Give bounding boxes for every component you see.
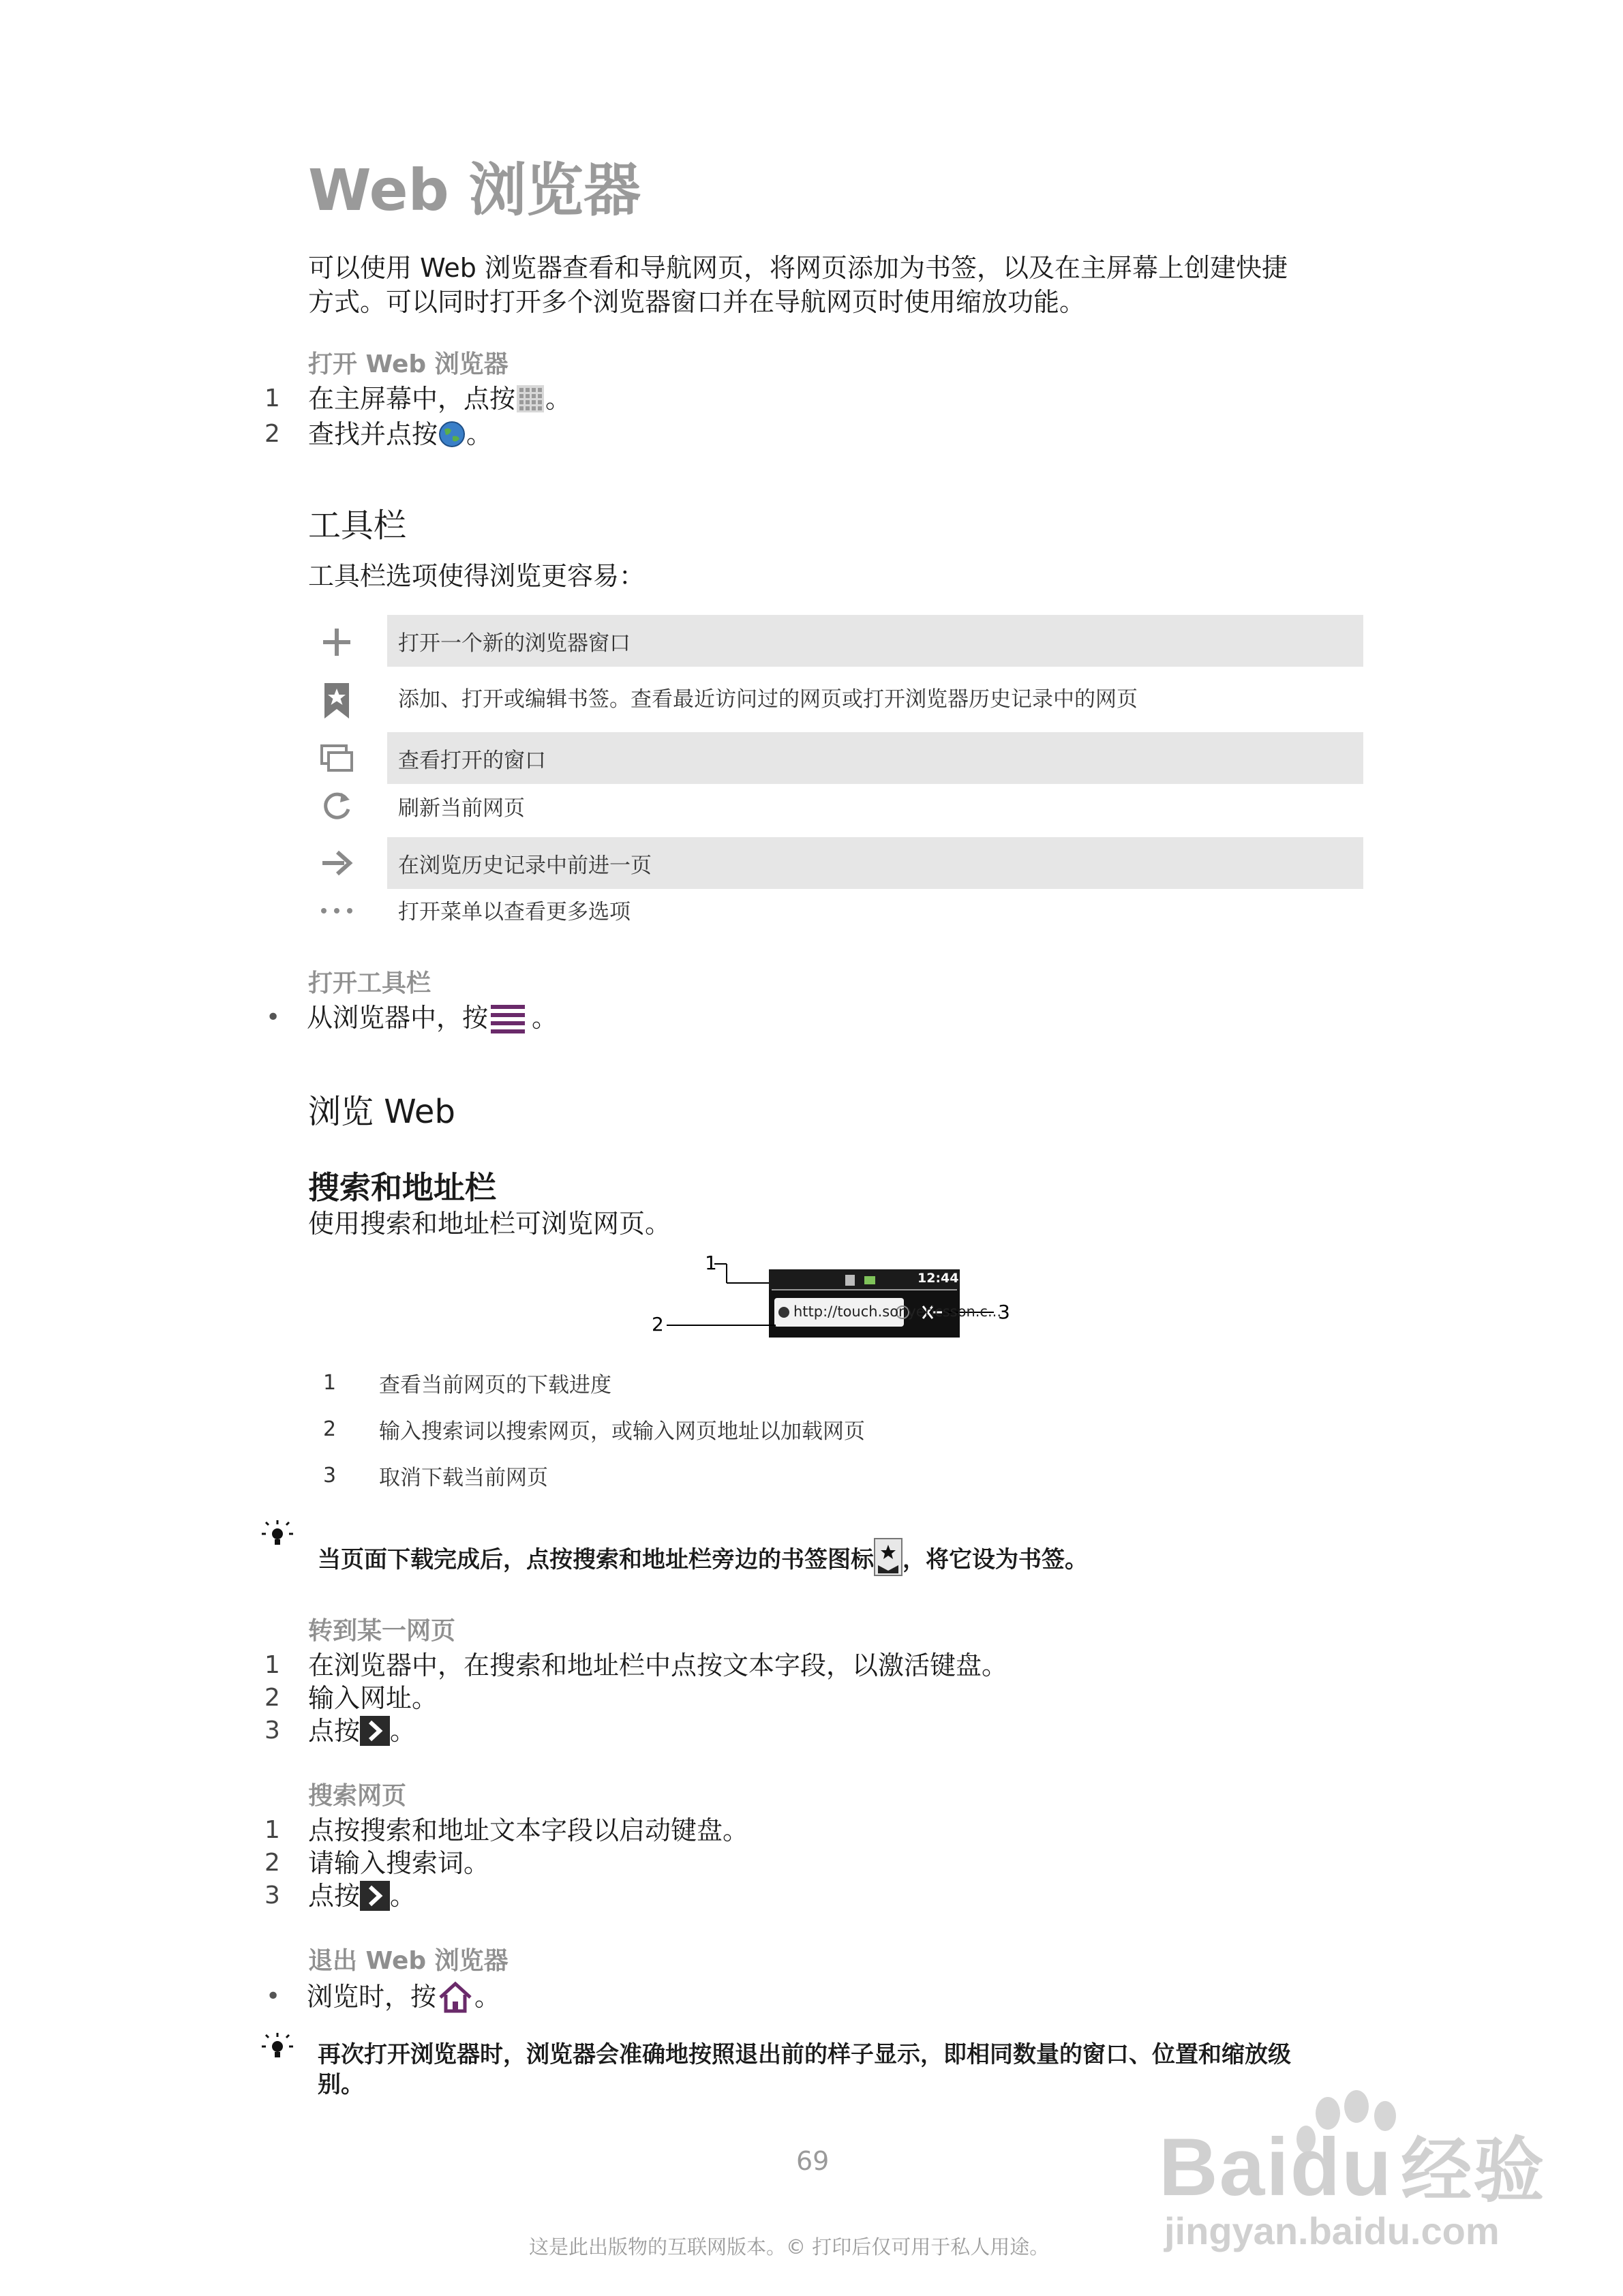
goto-step-2	[264, 1681, 438, 1715]
step-text: 输入网址。	[308, 1683, 438, 1713]
toolbar-heading: 工具栏	[308, 507, 407, 545]
step-number: 2	[264, 420, 280, 448]
callout-2: 2	[652, 1313, 664, 1335]
step-number: 1	[264, 1651, 280, 1679]
watermark-brand: Bai	[1159, 2121, 1290, 2213]
toolbar-row-text: 打开一个新的浏览器窗口	[398, 631, 631, 656]
step-number: 3	[264, 1717, 280, 1744]
watermark-brand-2: du	[1290, 2121, 1393, 2213]
more-dots-icon	[315, 889, 359, 933]
step-text: 查找并点按	[308, 419, 438, 449]
watermark-jingyan: 经验	[1401, 2132, 1546, 2211]
legend-number: 1	[323, 1371, 337, 1395]
step-number: 2	[264, 1684, 280, 1712]
baidu-jingyan-watermark	[1159, 2086, 1595, 2250]
plus-icon	[315, 620, 359, 664]
legend-number: 3	[323, 1464, 337, 1487]
tip-line-1: 再次打开浏览器时，浏览器会准确地按照退出前的样子显示，即相同数量的窗口、位置和缩放级	[318, 2041, 1291, 2068]
toolbar-row-text: 在浏览历史记录中前进一页	[398, 853, 652, 878]
step-text: 点按	[308, 1716, 361, 1746]
go-arrow-icon	[360, 1716, 390, 1746]
tip-bookmark	[318, 1538, 1088, 1576]
step-number: 2	[264, 1849, 280, 1877]
toolbar-row-text: 查看打开的窗口	[398, 748, 546, 773]
step-text-end: 。	[545, 384, 572, 414]
legend-text: 取消下载当前网页	[379, 1466, 548, 1490]
legend-item-1	[323, 1368, 611, 1398]
goto-step-3	[264, 1714, 416, 1748]
home-icon	[436, 1980, 474, 2014]
search-step-2	[264, 1846, 489, 1880]
legend-text: 输入搜索词以搜索网页，或输入网页地址以加载网页	[379, 1419, 865, 1444]
browse-web-heading-text: 浏览 Web	[308, 1093, 455, 1131]
goto-step-1	[264, 1648, 1007, 1682]
menu-icon	[488, 1001, 532, 1035]
callout-1: 1	[705, 1252, 717, 1274]
toolbar-row-windows	[387, 732, 1363, 784]
step-text: 浏览时，按	[307, 1982, 437, 2012]
step-text: 请输入搜索词。	[308, 1848, 490, 1878]
watermark-url: jingyan.baidu.com	[1164, 2209, 1500, 2252]
toolbar-row-text: 添加、打开或编辑书签。查看最近访问过的网页或打开浏览器历史记录中的网页	[398, 686, 1138, 712]
toolbar-row-new-window	[387, 615, 1363, 667]
step-text: 点按	[308, 1881, 361, 1911]
exit-browser-step	[266, 1980, 500, 2014]
step-number: 1	[264, 384, 280, 412]
windows-icon	[315, 736, 359, 780]
step-text: 点按搜索和地址文本字段以启动键盘。	[308, 1815, 749, 1845]
exit-browser-heading: 退出 Web 浏览器	[308, 1947, 509, 1975]
tip-lightbulb-icon	[260, 2031, 294, 2068]
search-step-1	[264, 1813, 748, 1847]
search-page-heading: 搜索网页	[308, 1782, 407, 1810]
tip-text: 当页面下载完成后，点按搜索和地址栏旁边的书签图标	[318, 1545, 874, 1573]
apps-grid-icon	[515, 384, 545, 414]
goto-page-heading: 转到某一网页	[308, 1617, 456, 1645]
toolbar-row-bookmarks	[387, 671, 1363, 723]
tip-line-2: 别。	[318, 2071, 364, 2098]
page-title: Web 浏览器	[308, 157, 641, 224]
step-text-end: 。	[390, 1716, 416, 1746]
go-arrow-icon	[360, 1881, 390, 1911]
globe-icon	[438, 420, 466, 449]
toolbar-row-forward	[387, 837, 1363, 889]
address-bar-screenshot	[652, 1252, 1020, 1339]
bullet: •	[266, 1003, 281, 1031]
step-text: 从浏览器中，按	[307, 1003, 489, 1033]
open-toolbar-heading: 打开工具栏	[308, 969, 431, 997]
refresh-icon	[315, 784, 359, 828]
legend-item-3	[323, 1460, 548, 1491]
bookmark-star-icon	[874, 1538, 902, 1576]
toolbar-intro: 工具栏选项使得浏览更容易：	[308, 561, 646, 591]
status-time: 12:44 pm	[917, 1271, 986, 1286]
open-toolbar-step	[266, 1001, 558, 1035]
step-text: 在主屏幕中，点按	[308, 384, 516, 414]
toolbar-row-menu	[387, 883, 1363, 935]
browse-web-heading	[308, 1085, 455, 1132]
search-step-3	[264, 1879, 416, 1913]
toolbar-row-text: 刷新当前网页	[398, 796, 525, 821]
step-text-end: 。	[532, 1003, 558, 1033]
legend-text: 查看当前网页的下载进度	[379, 1373, 611, 1398]
open-browser-step-2	[264, 417, 492, 451]
tip-text-end: ，将它设为书签。	[902, 1545, 1088, 1573]
footer-note: 这是此出版物的互联网版本。© 打印后仅可用于私人用途。	[529, 2235, 1050, 2259]
search-bar-intro: 使用搜索和地址栏可浏览网页。	[308, 1209, 671, 1239]
toolbar-row-text: 打开菜单以查看更多选项	[398, 899, 631, 924]
tip-exit	[318, 2040, 1291, 2100]
step-number: 3	[264, 1882, 280, 1909]
page-number: 69	[796, 2146, 830, 2176]
legend-item-2	[323, 1414, 865, 1445]
bullet: •	[266, 1982, 281, 2010]
callout-3: 3	[998, 1301, 1010, 1323]
open-browser-heading: 打开 Web 浏览器	[308, 350, 509, 378]
toolbar-row-refresh	[387, 780, 1363, 832]
legend-number: 2	[323, 1417, 337, 1441]
url-field[interactable]: http://touch.sonyericsson.c...	[793, 1303, 1002, 1320]
search-bar-heading: 搜索和地址栏	[308, 1169, 496, 1206]
tip-lightbulb-icon	[260, 1519, 294, 1556]
step-number: 1	[264, 1816, 280, 1844]
bookmark-icon	[315, 679, 359, 723]
intro-line-1: 可以使用 Web 浏览器查看和导航网页，将网页添加为书签，以及在主屏幕上创建快捷	[308, 253, 1288, 283]
intro-paragraph	[308, 251, 1288, 319]
step-text-end: 。	[390, 1881, 416, 1911]
step-text-end: 。	[466, 419, 493, 449]
intro-line-2: 方式。可以同时打开多个浏览器窗口并在导航网页时使用缩放功能。	[308, 287, 1086, 317]
step-text-end: 。	[474, 1982, 501, 2012]
step-text: 在浏览器中，在搜索和地址栏中点按文本字段，以激活键盘。	[308, 1650, 1008, 1680]
forward-arrow-icon	[315, 841, 359, 885]
open-browser-step-1	[264, 382, 571, 416]
